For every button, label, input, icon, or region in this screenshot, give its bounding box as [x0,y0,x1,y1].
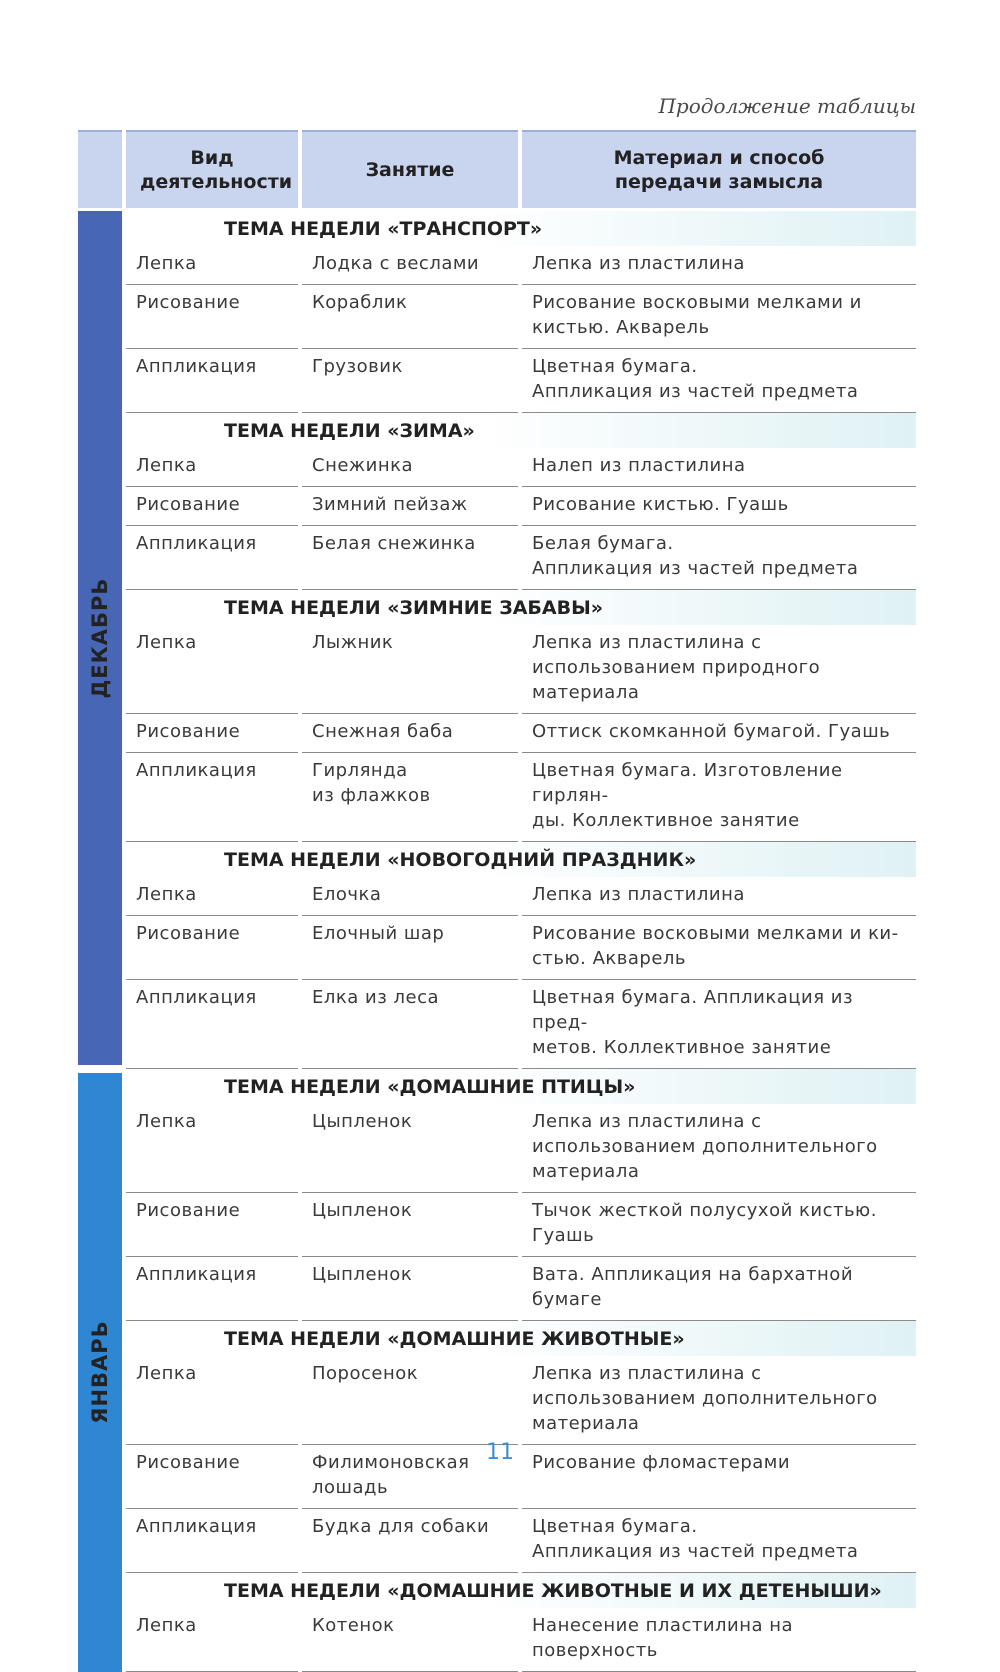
table-row [78,714,916,753]
theme-row [78,1573,916,1609]
month-label: ДЕКАБРЬ [88,577,112,699]
theme-title: ТЕМА НЕДЕЛИ «ДОМАШНИЕ ЖИВОТНЫЕ И ИХ ДЕТЕНЫШИ» [124,1573,916,1609]
theme-row [78,413,916,449]
material-cell: Налеп из пластилина [520,448,916,487]
material-cell: Вата. Аппликация на бархатной бумаге [520,1257,916,1321]
material-cell: Рисование фломастерами [520,1445,916,1509]
material-cell: Рисование кистью. Гуашь [520,487,916,526]
table-row [78,1257,916,1321]
lesson-cell: Снежная баба [300,714,520,753]
table-row [78,1608,916,1672]
material-cell: Цветная бумага. Аппликация из частей предмета [520,1509,916,1573]
theme-row [78,210,916,247]
activity-cell: Рисование [124,714,300,753]
lesson-cell: Кораблик [300,285,520,349]
theme-title: ТЕМА НЕДЕЛИ «ТРАНСПОРТ» [124,210,916,247]
table-row [78,285,916,349]
table-row [78,1356,916,1445]
table-row [78,246,916,285]
material-cell: Нанесение пластилина на поверхность [520,1608,916,1672]
lesson-cell: Белая снежинка [300,526,520,590]
lesson-cell: Поросенок [300,1356,520,1445]
month-label: ЯНВАРЬ [88,1320,112,1424]
table-row [78,487,916,526]
table-row [78,916,916,980]
table-row [78,349,916,413]
theme-row [78,842,916,878]
table-row [78,1193,916,1257]
theme-row [78,1321,916,1357]
page-number: 11 [486,1440,514,1465]
lesson-cell: Лодка с веслами [300,246,520,285]
material-cell: Лепка из пластилина с использованием природного материала [520,625,916,714]
table-row [78,526,916,590]
material-cell: Рисование восковыми мелками и кистью. Акварель [520,285,916,349]
continuation-label: Продолжение таблицы [658,94,916,118]
theme-title: ТЕМА НЕДЕЛИ «ЗИМА» [124,413,916,449]
theme-title: ТЕМА НЕДЕЛИ «НОВОГОДНИЙ ПРАЗДНИК» [124,842,916,878]
lesson-cell: Цыпленок [300,1257,520,1321]
lesson-cell: Грузовик [300,349,520,413]
activity-cell: Лепка [124,246,300,285]
material-cell: Лепка из пластилина [520,246,916,285]
activity-cell: Рисование [124,1193,300,1257]
activity-cell: Аппликация [124,1257,300,1321]
lesson-cell: Елочный шар [300,916,520,980]
lesson-cell: Цыпленок [300,1193,520,1257]
material-cell: Цветная бумага. Аппликация из частей предмета [520,349,916,413]
activity-cell: Аппликация [124,980,300,1069]
activity-cell: Лепка [124,625,300,714]
lesson-cell: Цыпленок [300,1104,520,1193]
activity-cell: Аппликация [124,1509,300,1573]
activity-cell: Лепка [124,448,300,487]
material-cell: Лепка из пластилина с использованием дополнительного материала [520,1356,916,1445]
material-cell: Лепка из пластилина [520,877,916,916]
activity-cell: Рисование [124,285,300,349]
lesson-cell: Будка для собаки [300,1509,520,1573]
activity-cell: Аппликация [124,526,300,590]
month-label-cell [78,210,124,1069]
activity-cell: Рисование [124,916,300,980]
material-cell: Белая бумага. Аппликация из частей предмета [520,526,916,590]
header-corner [78,131,124,210]
table-row [78,980,916,1069]
activity-cell: Аппликация [124,753,300,842]
table-header-row [78,131,916,210]
activity-cell: Лепка [124,1104,300,1193]
activity-cell: Лепка [124,1356,300,1445]
activity-cell: Лепка [124,1608,300,1672]
lesson-cell: Зимний пейзаж [300,487,520,526]
month-label-cell [78,1069,124,1672]
lesson-cell: Елка из леса [300,980,520,1069]
theme-row [78,590,916,626]
material-cell: Оттиск скомканной бумагой. Гуашь [520,714,916,753]
theme-title: ТЕМА НЕДЕЛИ «ДОМАШНИЕ ПТИЦЫ» [124,1069,916,1105]
activity-cell: Аппликация [124,349,300,413]
material-cell: Цветная бумага. Изготовление гирлян- ды. Коллективное занятие [520,753,916,842]
lesson-cell: Елочка [300,877,520,916]
lesson-cell: Снежинка [300,448,520,487]
header-lesson: Занятие [300,131,520,210]
header-material: Материал и способ передачи замысла [520,131,916,210]
theme-title: ТЕМА НЕДЕЛИ «ДОМАШНИЕ ЖИВОТНЫЕ» [124,1321,916,1357]
header-activity: Вид деятельности [124,131,300,210]
lesson-cell: Котенок [300,1608,520,1672]
lesson-cell: Филимоновская лошадь [300,1445,520,1509]
material-cell: Рисование восковыми мелками и ки- стью. Акварель [520,916,916,980]
theme-row [78,1069,916,1105]
activity-cell: Рисование [124,487,300,526]
table-row [78,1509,916,1573]
table-row [78,625,916,714]
table-row [78,1104,916,1193]
material-cell: Тычок жесткой полусухой кистью. Гуашь [520,1193,916,1257]
lesson-cell: Гирлянда из флажков [300,753,520,842]
activity-cell: Рисование [124,1445,300,1509]
theme-title: ТЕМА НЕДЕЛИ «ЗИМНИЕ ЗАБАВЫ» [124,590,916,626]
table-row [78,877,916,916]
table-row [78,448,916,487]
table-row [78,753,916,842]
activity-cell: Лепка [124,877,300,916]
lesson-cell: Лыжник [300,625,520,714]
material-cell: Цветная бумага. Аппликация из пред- метов. Коллективное занятие [520,980,916,1069]
material-cell: Лепка из пластилина с использованием дополнительного материала [520,1104,916,1193]
